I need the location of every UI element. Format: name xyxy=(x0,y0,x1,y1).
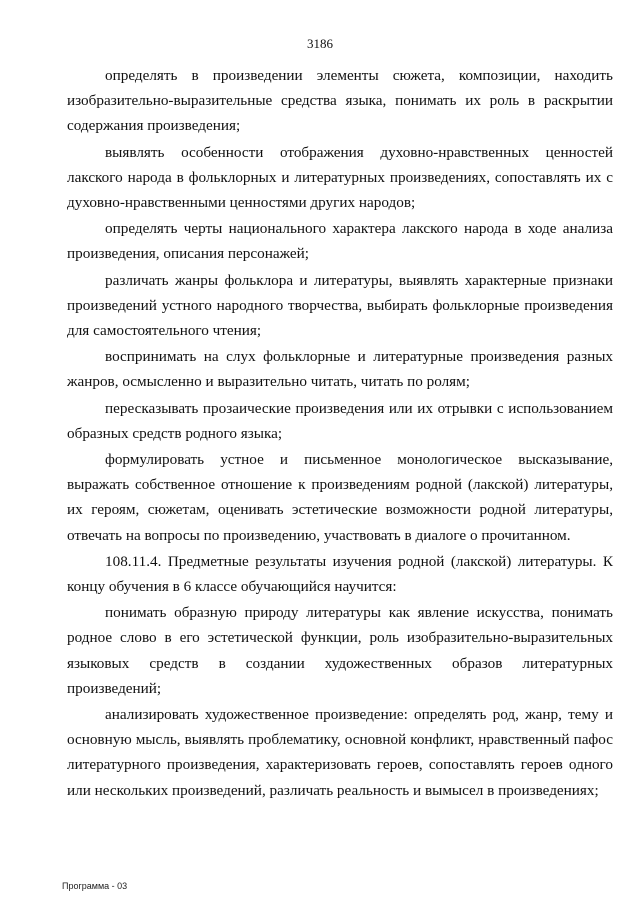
paragraph: воспринимать на слух фольклорные и литературные произведения разных жанров, осмысленно и выразительно читать, читать по ролям; xyxy=(67,348,613,391)
page-number: 3186 xyxy=(307,36,333,51)
paragraph: определять черты национального характера лакского народа в ходе анализа произведения, описания персонажей; xyxy=(67,220,613,263)
paragraph: выявлять особенности отображения духовно-нравственных ценностей лакского народа в фольклорных и литературных произведениях, сопоставлять их с духовно-нравственными ценностями других народов; xyxy=(67,143,613,212)
paragraph: анализировать художественное произведение: определять род, жанр, тему и основную мысль, выявлять проблематику, основной конфликт, нравственный пафос литературного произведения, характеризовать героев, сопоставлять героев одного или нескольких произведений, различать реальность и вымысел в произведениях; xyxy=(67,706,613,799)
paragraph: формулировать устное и письменное монологическое высказывание, выражать собственное отношение к произведениям родной (лакской) литературы, их героям, сюжетам, оценивать эстетические возможности родной литературы, отвечать на вопросы по произведению, участвовать в диалоге о прочитанном. xyxy=(67,451,613,544)
paragraph: определять в произведении элементы сюжета, композиции, находить изобразительно-выразительные средства языка, понимать их роль в раскрытии содержания произведения; xyxy=(67,67,613,135)
section-heading-paragraph: 108.11.4. Предметные результаты изучения родной (лакской) литературы. К концу обучения в 6 классе обучающийся научится: xyxy=(67,552,613,596)
paragraph: различать жанры фольклора и литературы, выявлять характерные признаки произведений устного народного творчества, выбирать фольклорные произведения для самостоятельного чтения; xyxy=(67,271,613,340)
paragraph: пересказывать прозаические произведения или их отрывки с использованием образных средств родного языка; xyxy=(67,399,613,442)
paragraph: понимать образную природу литературы как явление искусства, понимать родное слово в его эстетической функции, роль изобразительно-выразительных языковых средств в создании художественных образов литературных произведений; xyxy=(67,604,613,697)
page-body xyxy=(67,63,613,803)
footer-label: Программа - 03 xyxy=(62,881,128,891)
